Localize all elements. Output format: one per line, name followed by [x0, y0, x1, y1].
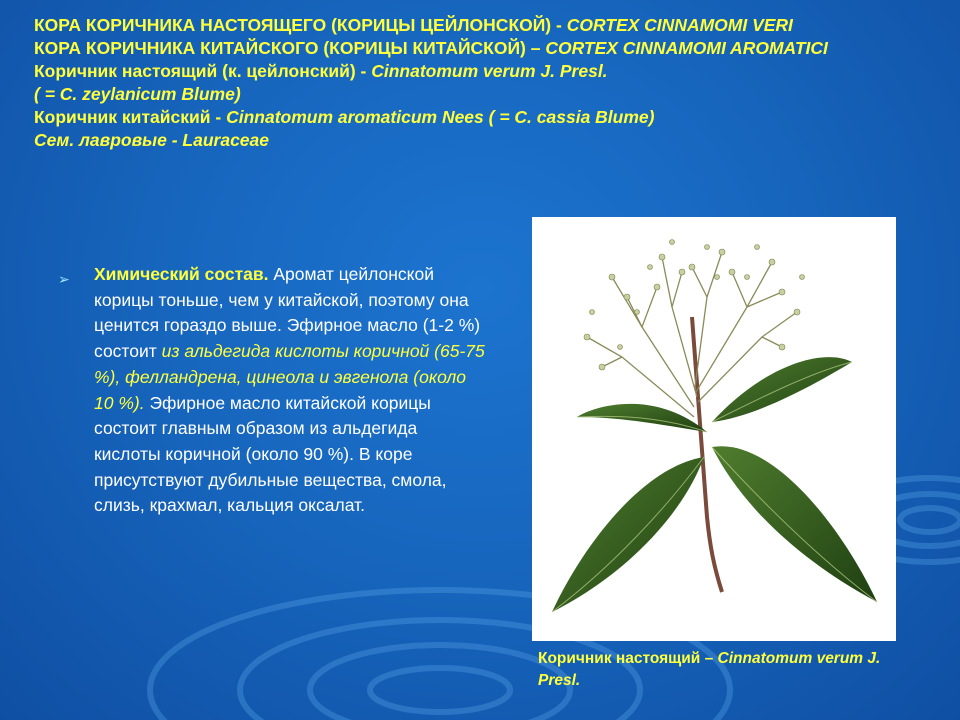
arrow-bullet-icon: ➢ — [58, 271, 70, 287]
bullet-text-2: Эфирное масло китайской корицы состоит главным образом из альдегида кислоты коричной (около 90 %). В коре присутствуют дубильные вещества, смола, слизь, крахмал, кальция оксалат. — [94, 392, 447, 516]
bullet-heading: Химический состав. — [94, 264, 269, 284]
title-line-2: КОРА КОРИЧНИКА КИТАЙСКОГО (КОРИЦЫ КИТАЙСКОЙ) – CORTEX CINNAMOMI AROMATICI — [34, 38, 828, 58]
bullet-text-1: Аромат цейлонской корицы тоньше, чем у китайской, поэтому она ценится гораздо выше. Эфирное масло (1-2 %) состоит — [94, 264, 481, 362]
title-line-3: Коричник настоящий (к. цейлонский) - Cinnatomum verum J. Presl. — [34, 61, 608, 81]
title-line-5: Коричник китайский - Cinnatomum aromaticum Nees ( = C. cassia Blume) — [34, 107, 655, 127]
bullet-highlight: из альдегида кислоты коричной (65-75 %), фелландрена, цинеола и эвгенола (около 10 %). — [94, 341, 485, 413]
chemical-composition-bullet — [58, 262, 488, 519]
title-line-6: Сем. лавровые - Lauraceae — [34, 130, 269, 150]
bullet-paragraph — [94, 262, 488, 519]
image-caption: Коричник настоящий – Cinnatomum verum J. Presl. — [538, 650, 881, 689]
slide-title — [34, 14, 924, 152]
cinnamon-plant-image — [532, 217, 896, 641]
title-line-1: КОРА КОРИЧНИКА НАСТОЯЩЕГО (КОРИЦЫ ЦЕЙЛОНСКОЙ) - CORTEX CINNAMOMI VERI — [34, 15, 793, 35]
cinnamon-branch-illustration — [532, 217, 896, 641]
title-line-4: ( = C. zeylanicum Blume) — [34, 84, 241, 104]
